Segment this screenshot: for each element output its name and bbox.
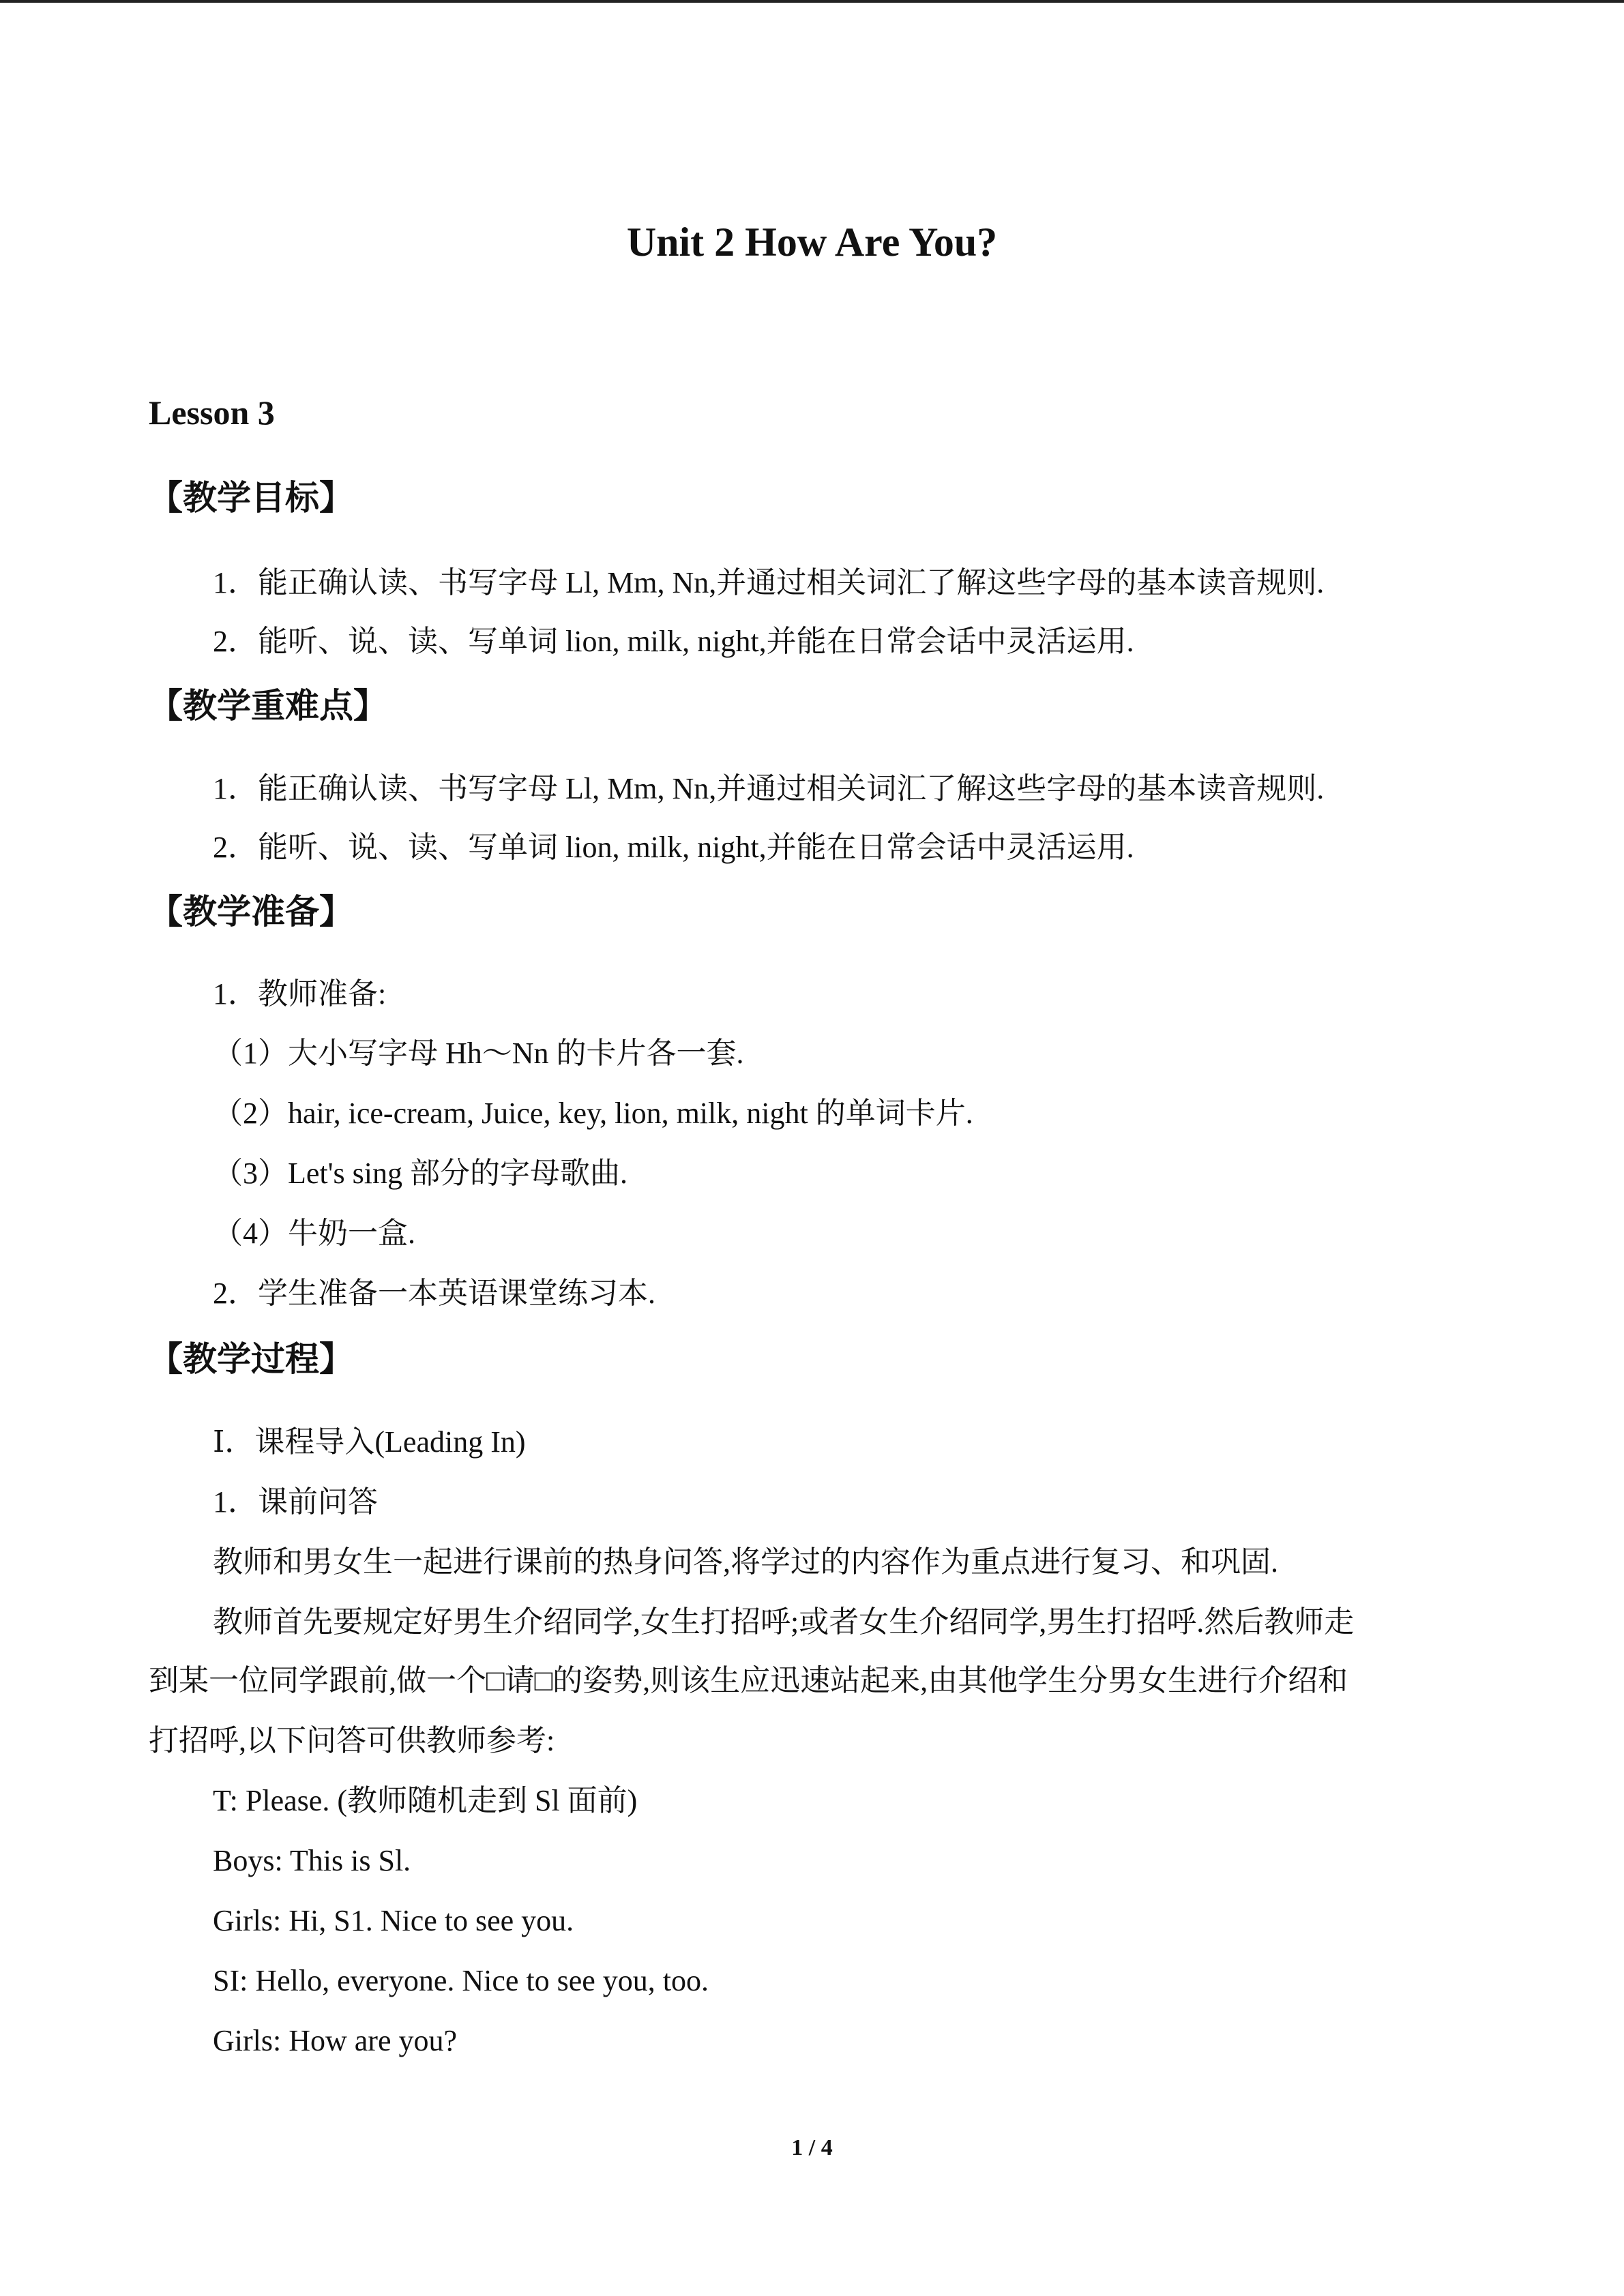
preparation-item: （4）牛奶一盒. [213, 1217, 415, 1250]
process-paragraph: 教师和男女生一起进行课前的热身问答,将学过的内容作为重点进行复习、和巩固. [213, 1545, 1278, 1579]
preparation-heading: 【教学准备】 [149, 892, 353, 931]
process-paragraph-line: 打招呼,以下问答可供教师参考: [149, 1724, 555, 1757]
dialogue-line: Girls: Hi, S1. Nice to see you. [213, 1904, 574, 1937]
process-section-title: Ⅰ．课程导入(Leading In) [213, 1425, 526, 1459]
preparation-item: （1）大小写字母 Hh～Nn 的卡片各一套. [213, 1037, 744, 1070]
key-point-item: 1．能正确认读、书写字母 Ll, Mm, Nn,并通过相关词汇了解这些字母的基本读音规则. [213, 772, 1325, 805]
preparation-item: （2）hair, ice-cream, Juice, key, lion, milk, night 的单词卡片. [213, 1097, 973, 1130]
key-point-item: 2．能听、说、读、写单词 lion, milk, night,并能在日常会话中灵活运用. [213, 831, 1134, 864]
dialogue-line: T: Please. (教师随机走到 Sl 面前) [213, 1784, 638, 1817]
lesson-heading: Lesson 3 [149, 393, 275, 432]
preparation-item: （3）Let's sing 部分的字母歌曲. [213, 1157, 628, 1190]
process-item-title: 1．课前问答 [213, 1485, 378, 1519]
dialogue-line: SI: Hello, everyone. Nice to see you, too. [213, 1964, 709, 1997]
dialogue-line: Boys: This is Sl. [213, 1844, 411, 1877]
page-title: Unit 2 How Are You? [626, 220, 998, 265]
process-heading: 【教学过程】 [149, 1339, 353, 1379]
objectives-heading: 【教学目标】 [149, 478, 353, 518]
process-paragraph-line: 到某一位同学跟前,做一个□请□的姿势,则该生应迅速站起来,由其他学生分男女生进行介绍和 [149, 1664, 1348, 1697]
page-number: 1 / 4 [791, 2135, 833, 2160]
objective-item: 1．能正确认读、书写字母 Ll, Mm, Nn,并通过相关词汇了解这些字母的基本读音规则. [213, 566, 1325, 599]
key-points-heading: 【教学重难点】 [149, 686, 387, 726]
preparation-item: 1．教师准备: [213, 977, 387, 1011]
preparation-item: 2．学生准备一本英语课堂练习本. [213, 1277, 655, 1310]
objective-item: 2．能听、说、读、写单词 lion, milk, night,并能在日常会话中灵活运用. [213, 625, 1134, 658]
dialogue-line: Girls: How are you? [213, 2024, 458, 2057]
process-paragraph-line: 教师首先要规定好男生介绍同学,女生打招呼;或者女生介绍同学,男生打招呼.然后教师走 [213, 1605, 1355, 1639]
